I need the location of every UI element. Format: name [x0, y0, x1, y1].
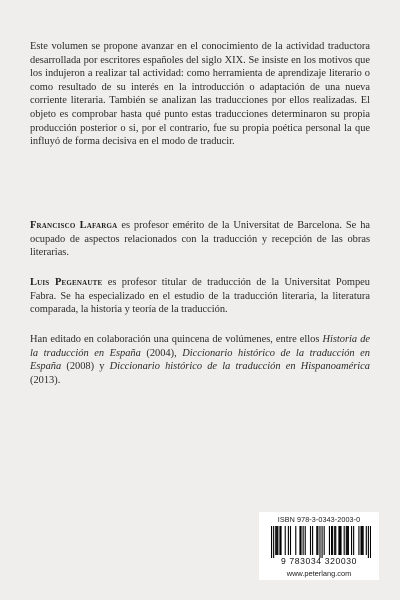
barcode-bar	[299, 526, 300, 555]
barcode-bar	[316, 526, 317, 555]
barcode-bar	[310, 526, 311, 555]
barcode-bar	[363, 526, 364, 555]
ean-digits	[259, 556, 379, 566]
barcode-bar	[360, 526, 361, 555]
barcode-bar	[332, 526, 333, 555]
barcode-bar	[312, 526, 313, 555]
author-bio-pegenaute	[30, 276, 370, 317]
barcode-bar	[317, 526, 318, 555]
coedited-intro: Han editado en colaboración una quincena de volúmenes, entre ellos	[30, 334, 323, 345]
barcode-bar	[368, 526, 369, 558]
barcode-bar	[288, 526, 289, 555]
book-year: (2008) y	[61, 361, 110, 373]
barcode-bar	[366, 526, 367, 555]
book-title: Diccionario histórico de la traducción en Hispanoamérica	[109, 361, 370, 373]
barcode-bar	[348, 526, 349, 555]
barcode-bar	[335, 526, 336, 555]
barcode-bar	[322, 526, 323, 558]
barcode-bar	[358, 526, 359, 555]
barcode-bar	[353, 526, 354, 555]
author-bio-text: es profesor emérito de la Universitat de Barcelona. Se ha ocupado de aspectos relacionados con la traducción y recepción de las obras literarias.	[30, 220, 370, 259]
barcode-bar	[334, 526, 335, 555]
barcode-bar	[351, 526, 352, 555]
barcode-bar	[280, 526, 281, 555]
barcode-bar	[340, 526, 341, 555]
coedited-works-paragraph	[30, 333, 370, 387]
barcode-bar	[347, 526, 348, 555]
barcode-bar	[329, 526, 330, 555]
barcode-bar	[276, 526, 277, 555]
book-title: Diccionario histórico de la traducción en España	[30, 347, 370, 373]
barcode-bar	[362, 526, 363, 555]
barcode-bar	[370, 526, 371, 558]
barcode-bar	[305, 526, 306, 555]
author-name: Francisco Lafarga	[30, 220, 118, 231]
barcode-bar	[285, 526, 286, 555]
barcode-bar	[303, 526, 304, 555]
author-name: Luis Pegenaute	[30, 277, 103, 288]
barcode-bar	[290, 526, 291, 555]
barcode-bar	[279, 526, 280, 555]
author-bio-text: es profesor titular de traducción de la Universitat Pompeu Fabra. Se ha especializado en el estudio de la traducción literaria, la literatura comparada, la historia y teoría de la traducción.	[30, 277, 370, 316]
author-bio-lafarga	[30, 219, 370, 260]
isbn-barcode	[259, 512, 379, 580]
ean-left-digits: 783034	[289, 556, 322, 566]
barcode-bar	[277, 526, 278, 555]
barcode-bar	[324, 526, 325, 555]
barcode-bars	[271, 526, 371, 558]
isbn-number: ISBN 978-3-0343-2003-0	[277, 515, 361, 524]
barcode-bar	[271, 526, 272, 558]
barcode-bar	[275, 526, 276, 555]
barcode-bar	[344, 526, 345, 555]
book-year: (2013).	[30, 374, 61, 386]
barcode-bar	[273, 526, 274, 558]
barcode-bar	[295, 526, 296, 555]
barcode-bar	[300, 526, 301, 555]
barcode-bar	[331, 526, 332, 555]
barcode-bar	[319, 526, 320, 558]
book-year: (2004),	[140, 347, 183, 359]
ean-first-digit: 9	[281, 556, 287, 566]
ean-right-digits: 320030	[324, 556, 357, 566]
back-cover-blurb: Este volumen se propone avanzar en el conocimiento de la actividad traductora desarrollada por escritores españoles del siglo XIX. Se insiste en los motivos que los indujeron a realizar tal actividad: como herramienta de aprendizaje literario o como resultado de su interés en la introducción o adaptación de una nueva corriente literaria. También se analizan las traducciones por ellos realizadas. El objeto es comprobar hasta qué punto estas traducciones determinaron su propia producción posterior o si, por el contrario, fue su propia poética personal la que influyó de forma decisiva en el modo de traducir.	[30, 41, 370, 148]
barcode-bar	[339, 526, 340, 555]
barcode-bar	[346, 526, 347, 555]
publisher-website: www.peterlang.com	[286, 569, 352, 578]
book-title: Historia de la traducción en España	[30, 334, 370, 359]
barcode-bar	[338, 526, 339, 555]
